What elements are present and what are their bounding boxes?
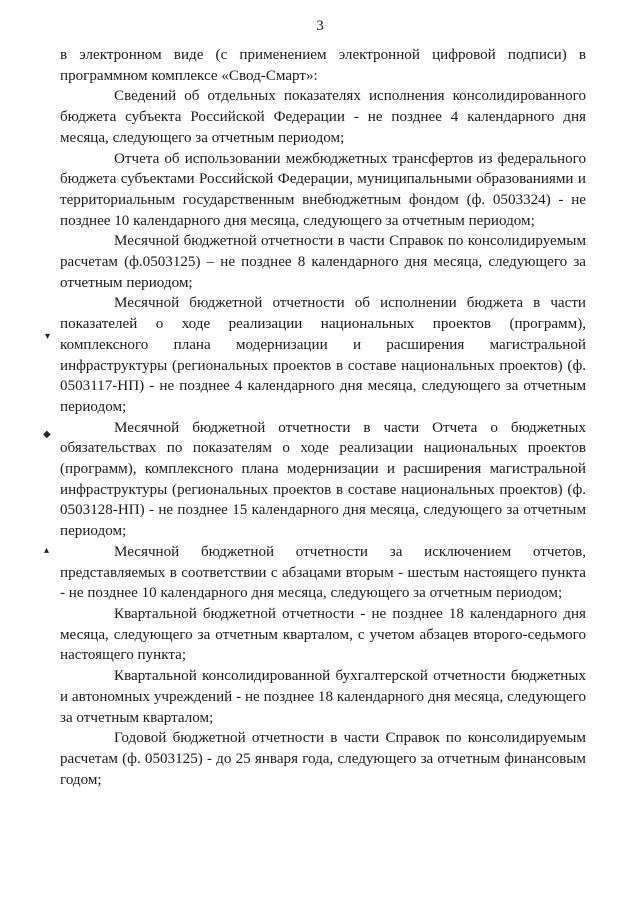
paragraph-quarterly-budget: Квартальной бюджетной отчетности - не позднее 18 календарного дня месяца, следующего за отчетным кварталом, с учетом абзацев второго-седьмого настоящего пункта; xyxy=(60,605,586,664)
paragraph-intro: в электронном виде (с применением электронной цифровой подписи) в программном комплексе «Свод-Смарт»: xyxy=(60,47,586,84)
scan-speck: ◆ xyxy=(43,429,51,440)
paragraph-quarterly-accounting: Квартальной консолидированной бухгалтерской отчетности бюджетных и автономных учреждений - не позднее 18 календарного дня месяца, следующего за отчетным кварталом; xyxy=(60,668,586,726)
paragraph-interbudget-transfers-report: Отчета об использовании межбюджетных трансфертов из федерального бюджета субъектами Российской Федерации, муниципальными образованиями и территориальным государственным внебюджетным фондом (ф. 0503324) - не позднее 10 календарного дня месяца, следующего за отчетным периодом; xyxy=(60,150,586,229)
paragraph-monthly-other: Месячной бюджетной отчетности за исключением отчетов, представляемых в соответствии с абзацами вторым - шестым настоящего пункта - не позднее 10 календарного дня месяца, следующего за отчетным периодом; xyxy=(60,543,586,602)
page-number: 3 xyxy=(316,18,324,34)
scan-speck: ▾ xyxy=(45,331,51,342)
scan-speck: ▴ xyxy=(44,545,50,556)
paragraph-consolidated-budget-indicators: Сведений об отдельных показателях исполнения консолидированного бюджета субъекта Российской Федерации - не позднее 4 календарного дня месяца, следующего за отчетным периодом; xyxy=(60,88,586,146)
document-body xyxy=(60,45,586,790)
paragraph-monthly-national-projects: Месячной бюджетной отчетности об исполнении бюджета в части показателей о ходе реализации национальных проектов (программ), комплексного плана модернизации и расширения магистральной инфраструктуры (региональных проектов в составе национальных проектов) (ф. 0503117-НП) - не позднее 4 календарного дня месяца, следующего за отчетным периодом; xyxy=(60,295,586,415)
paragraph-monthly-consolidated-settlements: Месячной бюджетной отчетности в части Справок по консолидируемым расчетам (ф.0503125) – не позднее 8 календарного дня месяца, следующего за отчетным периодом; xyxy=(60,233,586,291)
paragraph-monthly-budget-obligations: Месячной бюджетной отчетности в части Отчета о бюджетных обязательствах по показателям о ходе реализации национальных проектов (программ), комплексного плана модернизации и расширения магистральной инфраструктуры (региональных проектов в составе национальных проектов) (ф. 0503128-НП) - не позднее 15 календарного дня месяца, следующего за отчетным периодом; xyxy=(60,419,586,540)
paragraph-annual-settlements: Годовой бюджетной отчетности в части Справок по консолидируемым расчетам (ф. 0503125) - до 25 января года, следующего за отчетным финансовым годом; xyxy=(60,730,586,788)
